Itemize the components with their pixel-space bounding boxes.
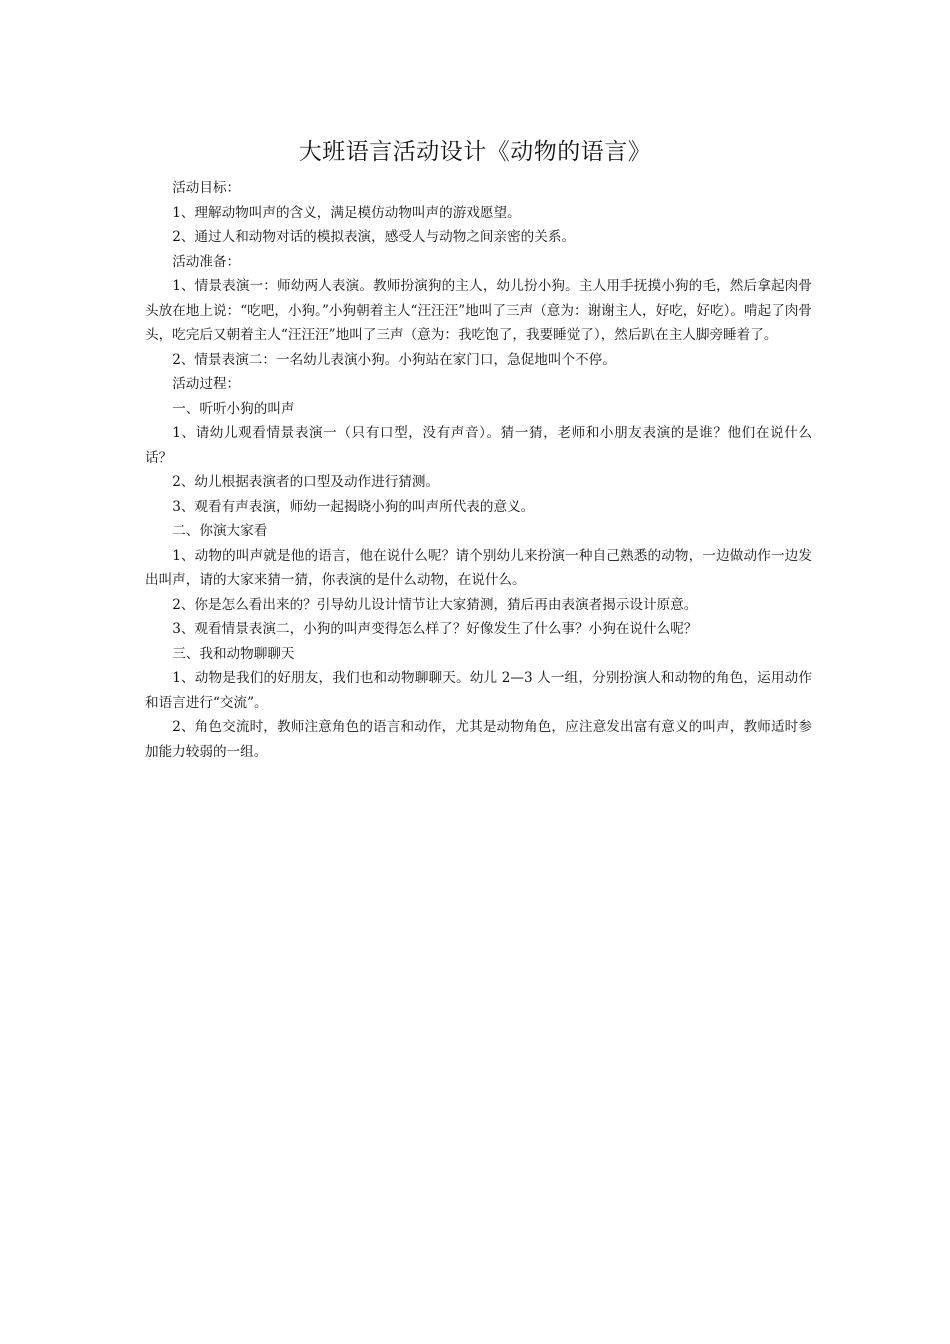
goal-item-2: 2、通过人和动物对话的模拟表演，感受人与动物之间亲密的关系。 [172, 229, 576, 245]
document-body [145, 176, 812, 764]
heading-activity-preparation: 活动准备： [172, 253, 241, 270]
goal-item-1: 1、理解动物叫声的含义，满足模仿动物叫声的游戏愿望。 [172, 204, 521, 221]
preparation-item-1: 1、情景表演一：师幼两人表演。教师扮演狗的主人，幼儿扮小狗。主人用手抚摸小狗的毛，然后拿起肉骨头放在地上说：“吃吧，小狗。”小狗朝着主人“汪汪汪”地叫了三声（意为：谢谢主人，好吃，好吃）。啃起了肉骨头，吃完后又朝着主人“汪汪汪”地叫了三声（意为：我吃饱了，我要睡觉了），然后趴在主人脚旁睡着了。 [145, 278, 812, 343]
heading-activity-process: 活动过程： [172, 376, 241, 392]
section-3-item-1: 1、动物是我们的好朋友，我们也和动物聊聊天。幼儿 2—3 人一组，分别扮演人和动物的角色，运用动作和语言进行“交流”。 [145, 670, 812, 711]
section-2-item-2: 2、你是怎么看出来的？引导幼儿设计情节让大家猜测，猜后再由表演者揭示设计原意。 [172, 596, 698, 613]
heading-activity-goals: 活动目标： [172, 180, 241, 196]
section-1-item-2: 2、幼儿根据表演者的口型及动作进行猜测。 [172, 474, 440, 490]
document-title: 大班语言活动设计《动物的语言》 [298, 139, 652, 165]
preparation-item-2: 2、情景表演二：一名幼儿表演小狗。小狗站在家门口，急促地叫个不停。 [172, 351, 616, 368]
section-heading-1: 一、听听小狗的叫声 [172, 400, 295, 417]
section-3-item-2: 2、角色交流时，教师注意角色的语言和动作，尤其是动物角色，应注意发出富有意义的叫声，教师适时参加能力较弱的一组。 [145, 719, 812, 760]
section-2-item-3: 3、观看情景表演二，小狗的叫声变得怎么样了？好像发生了什么事？小狗在说什么呢？ [172, 621, 698, 637]
section-heading-2: 二、你演大家看 [172, 523, 268, 539]
section-2-item-1: 1、动物的叫声就是他的语言，他在说什么呢？请个别幼儿来扮演一种自己熟悉的动物，一边做动作一边发出叫声，请的大家来猜一猜，你表演的是什么动物，在说什么。 [145, 547, 812, 588]
section-1-item-3: 3、观看有声表演，师幼一起揭晓小狗的叫声所代表的意义。 [172, 498, 535, 515]
section-1-item-1: 1、请幼儿观看情景表演一（只有口型，没有声音）。猜一猜，老师和小朋友表演的是谁？他们在说什么话？ [145, 425, 812, 466]
section-heading-3: 三、我和动物聊聊天 [172, 645, 295, 662]
